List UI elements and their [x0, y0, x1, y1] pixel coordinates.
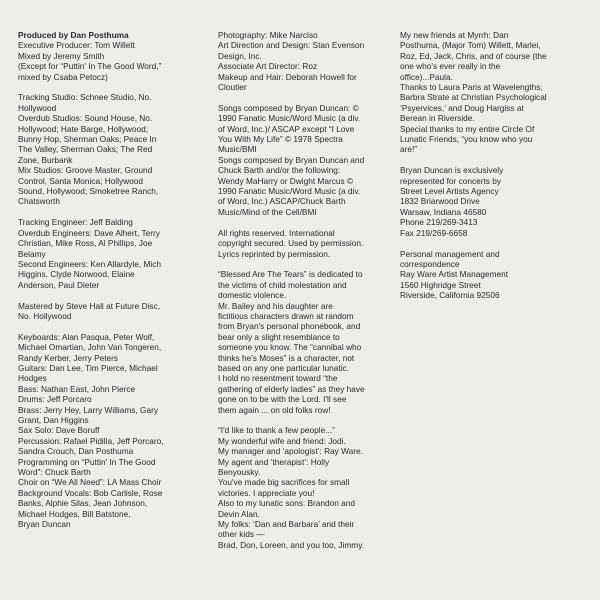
musician-credits: Keyboards: Alan Pasqua, Peter Wolf, Michael Omartian, John Van Tongeren, Randy Kerber, Jerry Peters Guitars: Dan Lee, Tim Pierce, Michael Hodges Bass: Nathan East, John Pierce Drums: Jeff Porcaro Brass: Jerry Hey, Larry Williams, Gary Grant, Dan Higgins Sax Solo: Dave Boruff Percussion: Rafael Pidilla, Jeff Porcaro, Sandra Crouch, Dan Posthuma Programming on “Puttin' In The Good Word”: Chuck Barth Choir on “We All Need”: LA Mass Choir Background Vocals: Bob Carlisle, Rose Banks, Alphie Silas, Jean Johnson, Michael Hodges, Bill Batstone, Bryan Duncan	[18, 331, 164, 530]
thanks-continued: My new friends at Myrrh: Dan Posthuma, (Major Tom) Willett, Marlei, Roz, Ed, Jack, Chris, and of course (the one who's ever really in the office)...Paula. Thanks to Laura Paris at Wavelengths, Barbra Strate at Christian Psychological ‘Psyervices,’ and Doug Hargiss at Berean in Riverside. Special thanks to my entire Circle Of Lunatic Friends, “you know who you are!”	[400, 30, 547, 155]
art-credits: Photography: Mike Narciso Art Direction and Design: Stan Evenson Design, Inc. Associate Art Director: Roz Makeup and Hair: Deborah Howell for Cloutier	[218, 30, 365, 93]
songwriting-credits: Songs composed by Bryan Duncan: © 1990 Fanatic Music/Word Music (a div. of Word, Inc.)/ ASCAP except “I Love You With My Life” © 1978 Spectra Music/BMI Songs composed by Bryan Duncan and Chuck Barth and/or the following: Wendy MaHarry or Dwight Marcus © 1990 Fanatic Music/Word Music (a div. of Word, Inc.) ASCAP/Chuck Barth Music/Mind of the Cell/BMI	[218, 102, 365, 217]
credits-column-3	[400, 30, 588, 311]
management-contact: Personal management and correspondence Ray Ware Artist Management 1560 Highridge Street Riverside, California 92506	[400, 248, 509, 301]
thank-you-note: “I'd like to thank a few people...” My wonderful wife and friend: Jodi. My manager and ‘apologist’: Ray Ware. My agent and ‘therapist’: Holly Benyousky. You've made big sacrifices for small victories. I appreciate you! Also to my lunatic sons: Brandon and Devin Alan. My folks: ‘Dan and Barbara’ and their other kids — Brad, Don, Loreen, and you too, Jimmy.	[218, 425, 365, 550]
booking-contact: Bryan Duncan is exclusively represented for concerts by Street Level Artists Agency 1832 Briarwood Drive Warsaw, Indiana 46580 Phone 219/269-3413 Fax 219/269-6658	[400, 165, 504, 238]
producer-heading: Produced by Dan Posthuma	[18, 30, 129, 40]
producer-credits: Executive Producer: Tom Willett Mixed by Jeremy Smith (Except for “Puttin' In The Good Word,” mixed by Csaba Petocz)	[18, 40, 162, 82]
credits-column-1	[18, 30, 206, 540]
copyright-notice: All rights reserved. International copyright secured. Used by permission. Lyrics reprinted by permission.	[218, 227, 364, 259]
dedication-note: “Blessed Are The Tears” is dedicated to the victims of child molestation and domestic violence. Mr. Bailey and his daughter are fictitious characters drawn at random from Bryan's personal phonebook, and bear only a slight resemblance to someone you know. The “cannibal who thinks he's Moses” is a character, not based on any one particular lunatic. I hold no resentment toward “the gathering of elderly ladies” as they have gone on to be with the Lord. I'll see them again ... on old folks row!	[218, 269, 365, 415]
mastering-credit: Mastered by Steve Hall at Future Disc, No. Hollywood	[18, 300, 161, 321]
credits-column-2	[218, 30, 398, 561]
studio-credits: Tracking Studio: Schnee Studio, No. Hollywood Overdub Studios: Sound House, No. Hollywood; Hate Barge, Hollywood; Bunny Hop, Sherman Oaks; Peace In The Valley, Sherman Oaks; The Red Zone, Burbank Mix Studios: Groove Master, Ground Control, Santa Monica; Hollywood Sound, Hollywood; Smoketree Ranch, Chatsworth	[18, 92, 159, 207]
engineer-credits: Tracking Engineer: Jeff Balding Overdub Engineers: Dave Alhert, Terry Christian, Mike Ross, Al Phillips, Joe Belamy Second Engineers: Ken Allardyle, Mich Higgins, Clyde Norwood, Elaine Anderson, Paul Dieter	[18, 217, 161, 290]
